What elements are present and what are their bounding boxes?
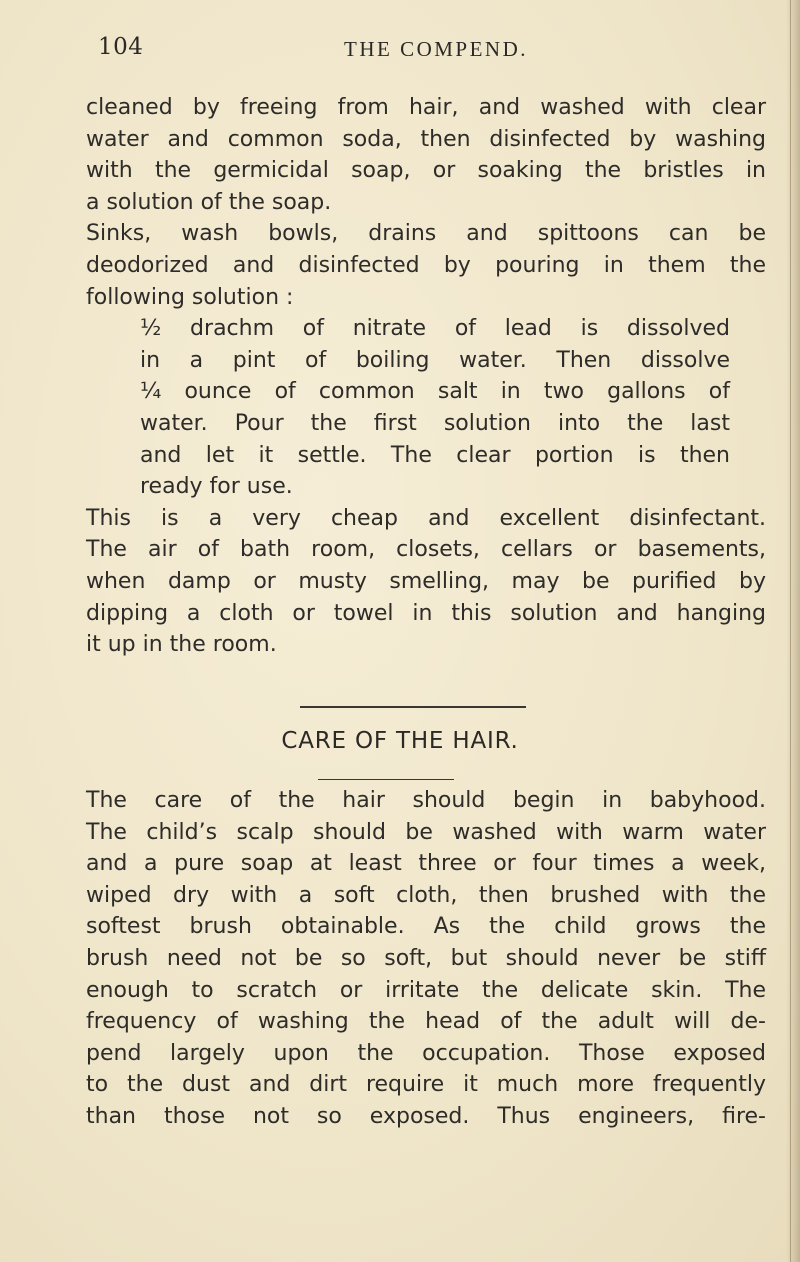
text-line: frequency of washing the head of the adult will de- [86,1009,766,1035]
text-line: in a pint of boiling water. Then dissolve [140,347,730,373]
text-line: brush need not be so soft, but should never be stiff [86,945,766,971]
text-line: The air of bath room, closets, cellars or basements, [86,537,766,563]
page-number: 104 [98,34,144,60]
text-line: it up in the room. [86,632,277,658]
text-line: when damp or musty smelling, may be purified by [86,568,766,594]
section-rule-top [300,706,526,708]
text-line: The care of the hair should begin in babyhood. [86,788,766,813]
text-line: ½ drachm of nitrate of lead is dissolved [140,316,730,342]
running-title: THE COMPEND. [344,37,529,61]
text-line: pend largely upon the occupation. Those exposed [86,1040,766,1066]
running-head [98,34,758,66]
text-line: and a pure soap at least three or four times a week, [86,851,766,877]
section-heading: CARE OF THE HAIR. [281,728,519,754]
paragraph-cleaning [86,92,766,218]
text-line: The child’s scalp should be washed with warm water [86,819,766,845]
text-line: Sinks, wash bowls, drains and spittoons can be [86,221,766,247]
paragraph-sinks [86,218,766,313]
text-line: wiped dry with a soft cloth, then brushed with the [86,882,766,908]
text-line: to the dust and dirt require it much more frequently [86,1072,766,1098]
paragraph-hair [86,785,766,1133]
text-line: cleaned by freeing from hair, and washed with clear [86,95,766,120]
text-line: enough to scratch or irritate the delicate skin. The [86,977,766,1003]
body-text-top [86,92,766,661]
text-line: with the germicidal soap, or soaking the bristles in [86,158,766,184]
text-line: water and common soda, then disinfected by washing [86,126,766,152]
text-line: ready for use. [140,474,293,500]
section-rule-bottom [318,779,454,780]
page-edge-line [790,0,791,1262]
text-line: than those not so exposed. Thus engineers, fire- [86,1103,766,1129]
text-line: water. Pour the first solution into the last [140,410,730,436]
paragraph-disinfectant [86,503,766,661]
text-line: ¼ ounce of common salt in two gallons of [140,379,730,405]
text-line: and let it settle. The clear portion is then [140,442,730,468]
recipe-block [140,313,730,503]
text-line: dipping a cloth or towel in this solution and hanging [86,600,766,626]
body-text-hair [86,785,766,1133]
page-edge-shadow [786,0,800,1262]
text-line: softest brush obtainable. As the child grows the [86,914,766,940]
text-line: a solution of the soap. [86,189,332,215]
text-line: deodorized and disinfected by pouring in them the [86,252,766,278]
text-line: This is a very cheap and excellent disinfectant. [86,505,766,531]
text-line: following solution : [86,284,294,310]
